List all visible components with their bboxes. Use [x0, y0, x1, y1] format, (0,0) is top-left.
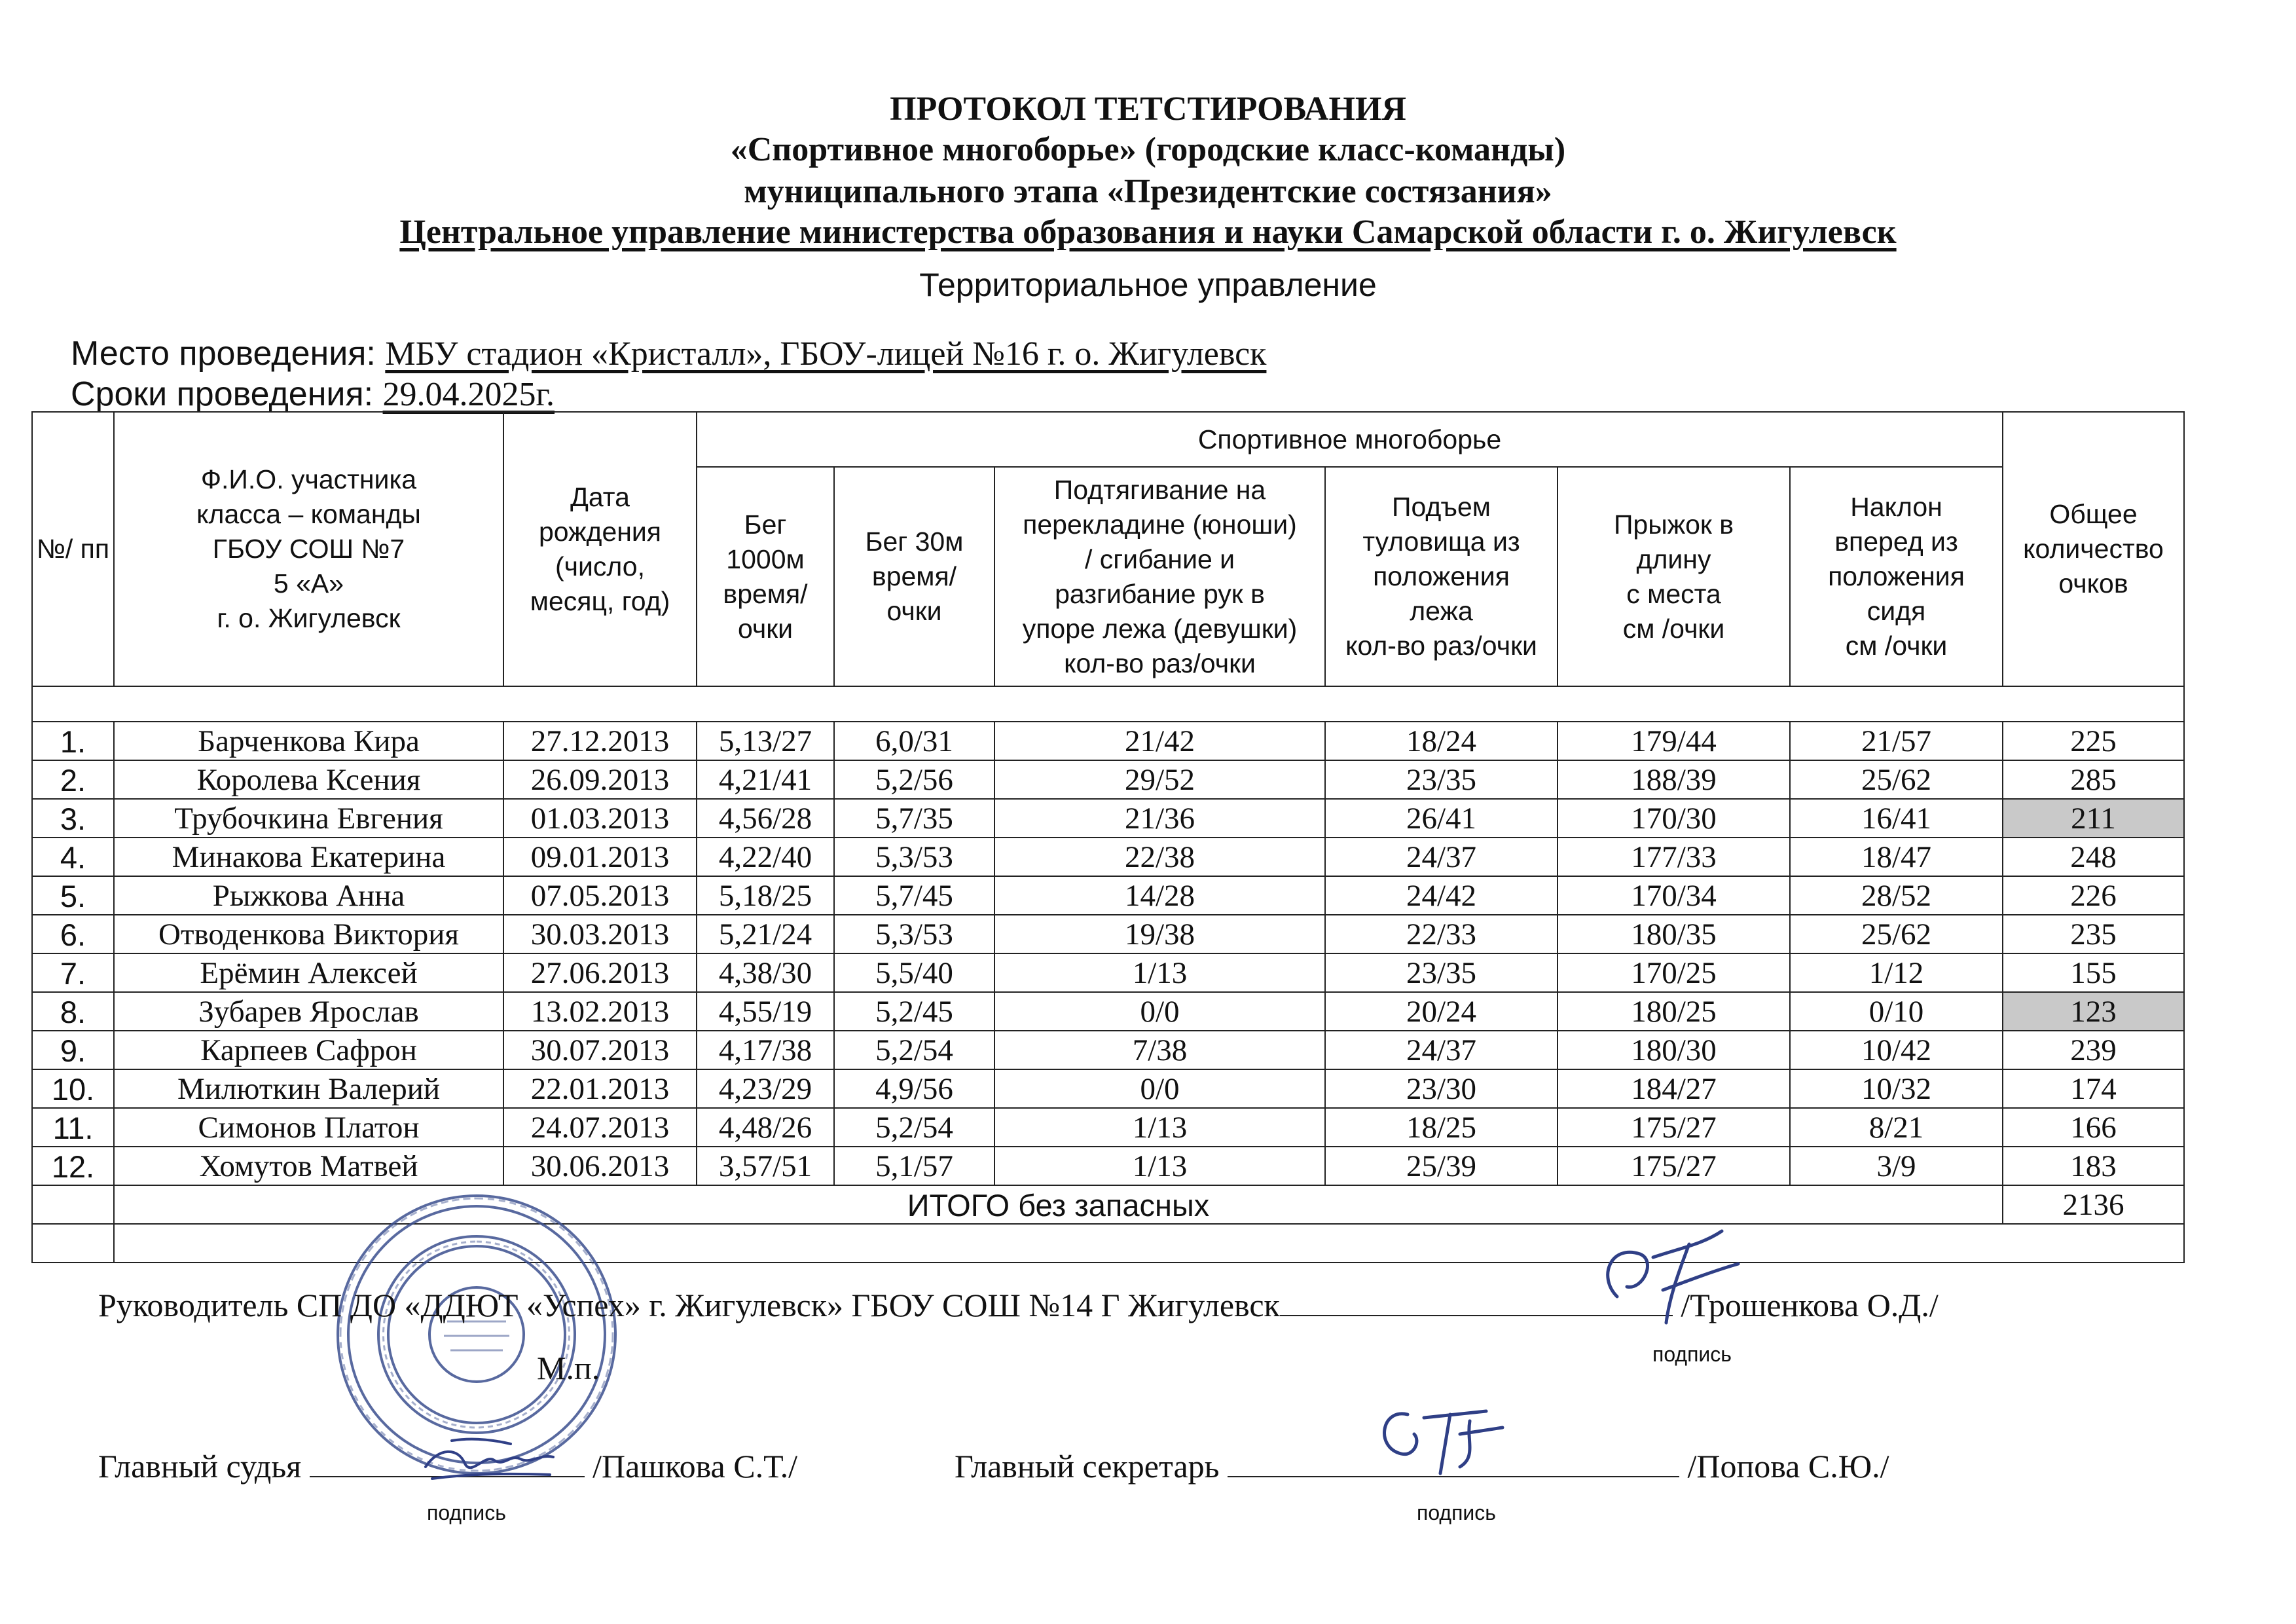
- cell-situps: 23/35: [1325, 760, 1558, 799]
- cell-forward-bend: 25/62: [1790, 760, 2003, 799]
- cell-situps: 23/30: [1325, 1069, 1558, 1108]
- stamp-place-label: М.п.: [537, 1350, 600, 1386]
- table-row: [32, 722, 2184, 760]
- cell-situps: 22/33: [1325, 915, 1558, 953]
- table-row: [32, 1031, 2184, 1069]
- cell-forward-bend: 10/32: [1790, 1069, 2003, 1108]
- cell-number: 6.: [32, 915, 114, 953]
- cell-run-30m: 5,2/56: [834, 760, 994, 799]
- cell-number: 3.: [32, 799, 114, 838]
- cell-pullups: 0/0: [994, 992, 1325, 1031]
- cell-pullups: 1/13: [994, 1108, 1325, 1147]
- total-label: ИТОГО без запасных: [114, 1185, 2003, 1224]
- table-row: [32, 992, 2184, 1031]
- cell-pullups: 19/38: [994, 915, 1325, 953]
- cell-number: 5.: [32, 876, 114, 915]
- table-row: [32, 953, 2184, 992]
- cell-run-30m: 5,1/57: [834, 1147, 994, 1185]
- cell-situps: 18/24: [1325, 722, 1558, 760]
- judge-name: /Пашкова С.Т./: [592, 1448, 798, 1485]
- document-title: ПРОТОКОЛ ТЕТСТИРОВАНИЯ: [890, 90, 1406, 128]
- cell-pullups: 21/36: [994, 799, 1325, 838]
- table-spacer-row: [32, 686, 2184, 722]
- col-header-long-jump: Прыжок в длину с места см /очки: [1558, 467, 1790, 686]
- cell-run-1000m: 4,55/19: [697, 992, 834, 1031]
- col-header-birthdate: Дата рождения (число, месяц, год): [503, 412, 697, 686]
- venue-label: Место проведения:: [71, 335, 376, 373]
- table-row: [32, 1069, 2184, 1108]
- cell-participant-name: Хомутов Матвей: [114, 1147, 503, 1185]
- cell-birthdate: 26.09.2013: [503, 760, 697, 799]
- cell-situps: 24/37: [1325, 838, 1558, 876]
- cell-pullups: 0/0: [994, 1069, 1325, 1108]
- cell-pullups: 21/42: [994, 722, 1325, 760]
- cell-long-jump: 177/33: [1558, 838, 1790, 876]
- cell-run-1000m: 5,21/24: [697, 915, 834, 953]
- subtitle-authority: Центральное управление министерства образования и науки Самарской области г. о. Жигулевск: [399, 213, 1897, 251]
- cell-number: 11.: [32, 1108, 114, 1147]
- cell-forward-bend: 28/52: [1790, 876, 2003, 915]
- cell-run-1000m: 3,57/51: [697, 1147, 834, 1185]
- cell-birthdate: 30.07.2013: [503, 1031, 697, 1069]
- cell-run-1000m: 4,38/30: [697, 953, 834, 992]
- cell-birthdate: 22.01.2013: [503, 1069, 697, 1108]
- cell-birthdate: 01.03.2013: [503, 799, 697, 838]
- cell-total-points: 174: [2003, 1069, 2184, 1108]
- cell-run-30m: 6,0/31: [834, 722, 994, 760]
- cell-birthdate: 27.12.2013: [503, 722, 697, 760]
- cell-situps: 23/35: [1325, 953, 1558, 992]
- cell-pullups: 29/52: [994, 760, 1325, 799]
- cell-run-1000m: 4,21/41: [697, 760, 834, 799]
- cell-pullups: 22/38: [994, 838, 1325, 876]
- cell-participant-name: Барченкова Кира: [114, 722, 503, 760]
- cell-long-jump: 179/44: [1558, 722, 1790, 760]
- cell-run-30m: 4,9/56: [834, 1069, 994, 1108]
- cell-situps: 24/42: [1325, 876, 1558, 915]
- col-header-name: Ф.И.О. участника класса – команды ГБОУ СОШ №7 5 «А» г. о. Жигулевск: [114, 412, 503, 686]
- cell-number: 7.: [32, 953, 114, 992]
- cell-total-points: 225: [2003, 722, 2184, 760]
- cell-forward-bend: 16/41: [1790, 799, 2003, 838]
- cell-birthdate: 30.06.2013: [503, 1147, 697, 1185]
- cell-birthdate: 24.07.2013: [503, 1108, 697, 1147]
- judge-signature-image: [412, 1428, 563, 1500]
- cell-birthdate: 30.03.2013: [503, 915, 697, 953]
- cell-pullups: 1/13: [994, 953, 1325, 992]
- cell-run-1000m: 4,22/40: [697, 838, 834, 876]
- secretary-label: Главный секретарь: [955, 1448, 1220, 1485]
- cell-participant-name: Симонов Платон: [114, 1108, 503, 1147]
- cell-situps: 24/37: [1325, 1031, 1558, 1069]
- cell-long-jump: 175/27: [1558, 1108, 1790, 1147]
- head-name: /Трошенкова О.Д./: [1681, 1287, 1939, 1323]
- judge-label: Главный судья: [98, 1448, 302, 1485]
- cell-long-jump: 188/39: [1558, 760, 1790, 799]
- cell-forward-bend: 18/47: [1790, 838, 2003, 876]
- cell-situps: 25/39: [1325, 1147, 1558, 1185]
- head-signature-image: [1591, 1218, 1748, 1329]
- cell-participant-name: Минакова Екатерина: [114, 838, 503, 876]
- cell-run-1000m: 4,48/26: [697, 1108, 834, 1147]
- table-row: [32, 760, 2184, 799]
- cell-run-30m: 5,2/45: [834, 992, 994, 1031]
- head-signature-caption: подпись: [1652, 1342, 1732, 1366]
- subtitle-stage: муниципального этапа «Президентские состязания»: [744, 173, 1552, 210]
- cell-run-1000m: 5,13/27: [697, 722, 834, 760]
- table-row: [32, 915, 2184, 953]
- cell-run-1000m: 5,18/25: [697, 876, 834, 915]
- cell-situps: 18/25: [1325, 1108, 1558, 1147]
- cell-run-1000m: 4,23/29: [697, 1069, 834, 1108]
- cell-participant-name: Зубарев Ярослав: [114, 992, 503, 1031]
- cell-number: 9.: [32, 1031, 114, 1069]
- cell-total-points: 239: [2003, 1031, 2184, 1069]
- results-table: [31, 411, 2185, 1263]
- col-header-total: Общее количество очков: [2003, 412, 2184, 686]
- cell-number: 12.: [32, 1147, 114, 1185]
- cell-forward-bend: 0/10: [1790, 992, 2003, 1031]
- group-header-multisport: Спортивное многоборье: [697, 412, 2003, 467]
- cell-run-30m: 5,3/53: [834, 838, 994, 876]
- dates-value: 29.04.2025г.: [382, 376, 555, 413]
- col-header-situps: Подъем туловища из положения лежа кол-во раз/очки: [1325, 467, 1558, 686]
- cell-total-points: 183: [2003, 1147, 2184, 1185]
- head-label: Руководитель СП ДО «ДДЮТ «Успех» г. Жигулевск» ГБОУ СОШ №14 Г Жигулевск: [98, 1287, 1280, 1323]
- cell-forward-bend: 10/42: [1790, 1031, 2003, 1069]
- cell-total-points: 226: [2003, 876, 2184, 915]
- secretary-signature-caption: подпись: [1417, 1501, 1496, 1524]
- cell-run-30m: 5,2/54: [834, 1108, 994, 1147]
- cell-long-jump: 180/30: [1558, 1031, 1790, 1069]
- col-header-forward-bend: Наклон вперед из положения сидя см /очки: [1790, 467, 2003, 686]
- cell-run-30m: 5,7/35: [834, 799, 994, 838]
- cell-run-1000m: 4,56/28: [697, 799, 834, 838]
- cell-total-points: 211: [2003, 799, 2184, 838]
- cell-long-jump: 175/27: [1558, 1147, 1790, 1185]
- dates-line: [71, 375, 555, 414]
- cell-participant-name: Трубочкина Евгения: [114, 799, 503, 838]
- cell-number: 1.: [32, 722, 114, 760]
- judge-signature-caption: подпись: [427, 1501, 506, 1524]
- cell-total-points: 235: [2003, 915, 2184, 953]
- cell-long-jump: 170/25: [1558, 953, 1790, 992]
- cell-long-jump: 180/25: [1558, 992, 1790, 1031]
- cell-pullups: 14/28: [994, 876, 1325, 915]
- cell-long-jump: 184/27: [1558, 1069, 1790, 1108]
- cell-participant-name: Карпеев Сафрон: [114, 1031, 503, 1069]
- venue-value: МБУ стадион «Кристалл», ГБОУ-лицей №16 г. о. Жигулевск: [385, 335, 1267, 373]
- col-header-run-30m: Бег 30м время/ очки: [834, 467, 994, 686]
- table-row: [32, 799, 2184, 838]
- cell-birthdate: 07.05.2013: [503, 876, 697, 915]
- secretary-name: /Попова С.Ю./: [1687, 1448, 1889, 1485]
- cell-total-points: 155: [2003, 953, 2184, 992]
- cell-pullups: 7/38: [994, 1031, 1325, 1069]
- cell-birthdate: 09.01.2013: [503, 838, 697, 876]
- cell-total-points: 123: [2003, 992, 2184, 1031]
- cell-participant-name: Милюткин Валерий: [114, 1069, 503, 1108]
- cell-long-jump: 170/34: [1558, 876, 1790, 915]
- table-row: [32, 1108, 2184, 1147]
- cell-forward-bend: 21/57: [1790, 722, 2003, 760]
- cell-total-points: 166: [2003, 1108, 2184, 1147]
- cell-number: 4.: [32, 838, 114, 876]
- col-header-number: №/ пп: [32, 412, 114, 686]
- cell-number: 8.: [32, 992, 114, 1031]
- cell-birthdate: 27.06.2013: [503, 953, 697, 992]
- cell-situps: 26/41: [1325, 799, 1558, 838]
- cell-long-jump: 180/35: [1558, 915, 1790, 953]
- cell-pullups: 1/13: [994, 1147, 1325, 1185]
- cell-number: 10.: [32, 1069, 114, 1108]
- cell-number: 2.: [32, 760, 114, 799]
- cell-total-points: 285: [2003, 760, 2184, 799]
- total-value: 2136: [2003, 1185, 2184, 1224]
- table-row: [32, 876, 2184, 915]
- table-row: [32, 1147, 2184, 1185]
- col-header-run-1000m: Бег 1000м время/ очки: [697, 467, 834, 686]
- cell-forward-bend: 25/62: [1790, 915, 2003, 953]
- dates-label: Сроки проведения:: [71, 375, 374, 413]
- cell-forward-bend: 3/9: [1790, 1147, 2003, 1185]
- cell-run-1000m: 4,17/38: [697, 1031, 834, 1069]
- cell-total-points: 248: [2003, 838, 2184, 876]
- cell-participant-name: Ерёмин Алексей: [114, 953, 503, 992]
- cell-birthdate: 13.02.2013: [503, 992, 697, 1031]
- table-row: [32, 838, 2184, 876]
- cell-forward-bend: 8/21: [1790, 1108, 2003, 1147]
- subtitle-event: «Спортивное многоборье» (городские класс-команды): [730, 131, 1566, 168]
- subtitle-territorial: Территориальное управление: [919, 267, 1377, 303]
- cell-situps: 20/24: [1325, 992, 1558, 1031]
- cell-participant-name: Рыжкова Анна: [114, 876, 503, 915]
- cell-run-30m: 5,2/54: [834, 1031, 994, 1069]
- cell-long-jump: 170/30: [1558, 799, 1790, 838]
- venue-line: [71, 334, 1266, 373]
- cell-run-30m: 5,7/45: [834, 876, 994, 915]
- cell-participant-name: Отводенкова Виктория: [114, 915, 503, 953]
- cell-run-30m: 5,5/40: [834, 953, 994, 992]
- col-header-pullups: Подтягивание на перекладине (юноши) / сгибание и разгибание рук в упоре лежа (девушки) кол-во раз/очки: [994, 467, 1325, 686]
- cell-participant-name: Королева Ксения: [114, 760, 503, 799]
- cell-forward-bend: 1/12: [1790, 953, 2003, 992]
- cell-run-30m: 5,3/53: [834, 915, 994, 953]
- secretary-signature-image: [1362, 1395, 1532, 1480]
